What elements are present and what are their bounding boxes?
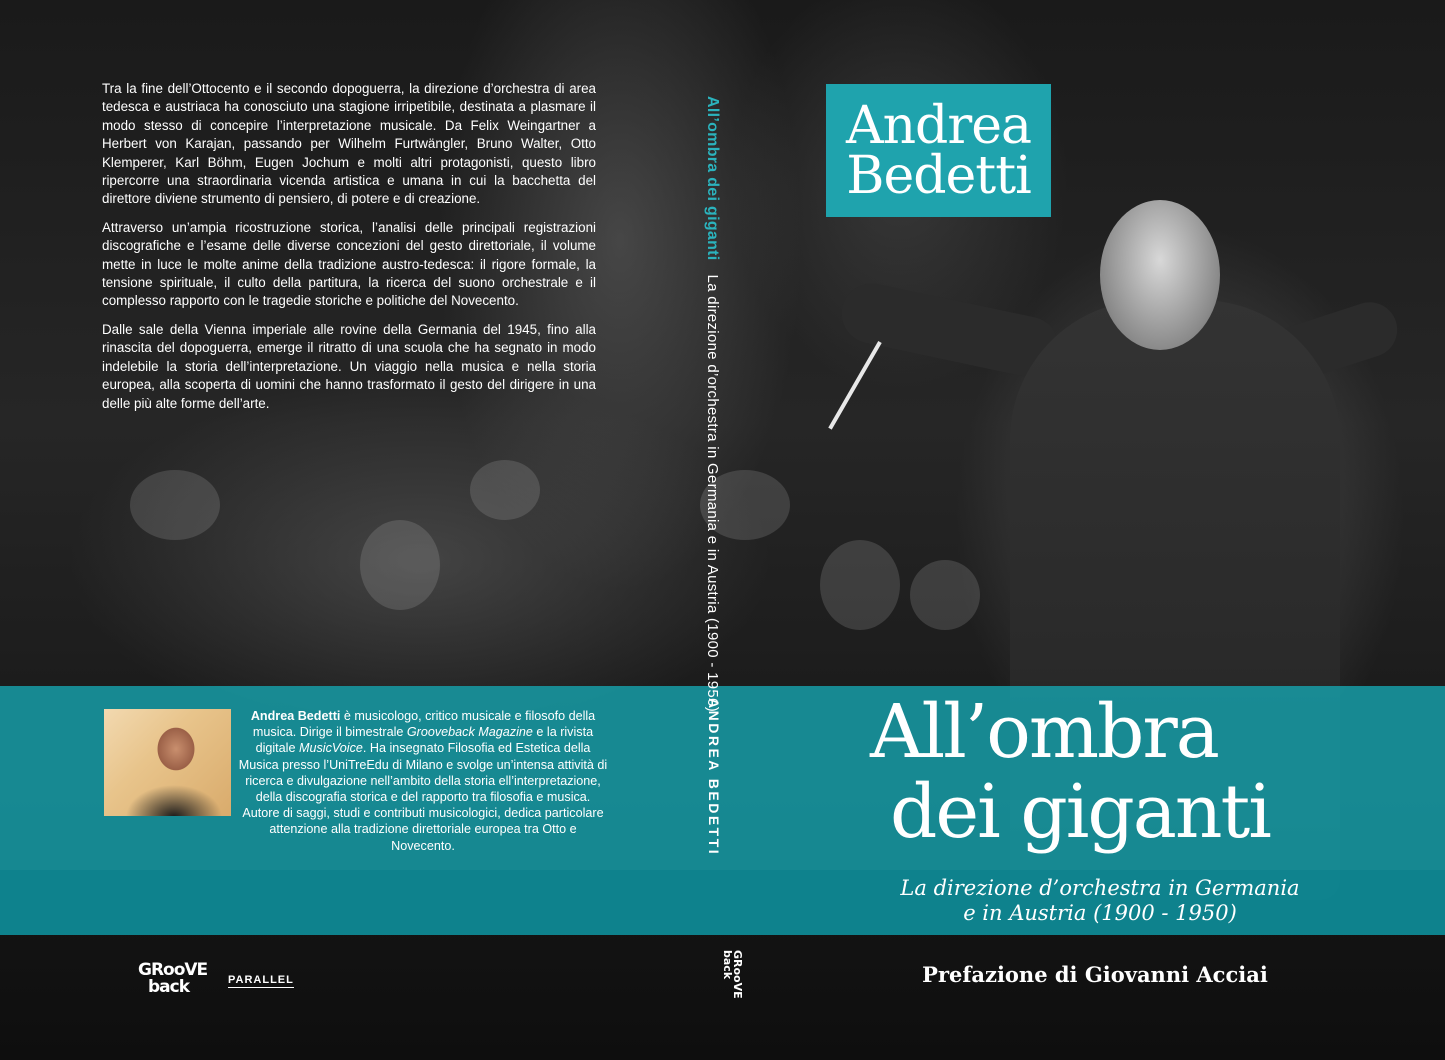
- spine-title: [703, 96, 721, 712]
- orchestra-figure-shape: [130, 470, 220, 540]
- subtitle-line-1: La direzione d’orchestra in Germania: [900, 876, 1300, 900]
- bio-author-name: Andrea Bedetti: [250, 709, 341, 723]
- orchestra-figure-shape: [820, 540, 900, 630]
- conductor-head-shape: [1100, 200, 1220, 350]
- bio-text: e la rivista digitale: [255, 725, 594, 756]
- publisher-logo: [138, 962, 308, 1002]
- orchestra-figure-shape: [910, 560, 980, 630]
- spine-logo-line1: GRooVE: [731, 950, 744, 999]
- blurb-paragraph: Attraverso un’ampia ricostruzione storica, l’analisi delle principali registrazioni discografiche e l’esame delle diverse concezioni del gesto direttoriale, il volume mette in luce le molte anime della tradizione austro-tedesca: il rigore formale, la tensione spirituale, il culto della partitura, la ricerca del suono orchestrale e il complesso rapporto con le tragedie storiche e politiche del Novecento.: [102, 219, 596, 309]
- orchestra-figure-shape: [360, 520, 440, 610]
- author-first-name: Andrea: [846, 95, 1031, 156]
- publisher-logo-line1: GRooVE: [138, 960, 208, 980]
- spine-logo-line2: back: [721, 950, 734, 980]
- author-last-name: Bedetti: [846, 145, 1031, 206]
- publisher-series: PARALLEL: [228, 974, 294, 986]
- blurb-paragraph: Tra la fine dell’Ottocento e il secondo dopoguerra, la direzione d’orchestra di area tedesca e austriaca ha conosciuto una stagione irripetibile, destinata a plasmare il modo stesso di concepire l’interpretazione musicale. Da Felix Weingartner a Herbert von Karajan, passando per Wilhelm Furtwängler, Bruno Walter, Otto Klemperer, Karl Böhm, Eugen Jochum e molti altri protagonisti, questo libro ripercorre una straordinaria vicenda artistica e umana in cui la bacchetta del direttore diviene strumento di pensiero, di potere e di creazione.: [102, 81, 596, 207]
- spine-publisher-logo: [722, 950, 742, 999]
- title-line-2: dei giganti: [890, 769, 1270, 855]
- book-subtitle: [840, 876, 1360, 926]
- publisher-logo-line2: back: [148, 977, 190, 997]
- bio-text: . Ha insegnato Filosofia ed Estetica della Musica presso l’UniTreEdu di Milano e svolge un’intensa attività di ricerca e divulgazione nell’ambito della storia ell’interpretazione, della discografia storica e del rapporto tra filosofia e musica. Autore di saggi, studi e contributi musicologici, dedica particolare attenzione alla tradizione direttoriale europea tra Otto e Novecento.: [238, 741, 608, 853]
- author-name-box: [826, 84, 1051, 217]
- baton-shape: [828, 341, 881, 430]
- spine-author: ANDREA BEDETTI: [706, 698, 722, 857]
- blurb-paragraph: Dalle sale della Vienna imperiale alle rovine della Germania del 1945, fino alla rinascita del dopoguerra, emerge il ritratto di una scuola che ha segnato in modo indelebile la storia dell’interpretazione. Un viaggio nella musica e nella storia europea, alla scoperta di uomini che hanno trasformato il gesto del dirigere in una delle più alte forme dell’arte.: [102, 321, 596, 411]
- spine-subtitle: La direzione d’orchestra in Germania e in Austria (1900 - 1950): [704, 274, 721, 713]
- spine-title-main: All’ombra dei giganti: [704, 96, 721, 261]
- orchestra-figure-shape: [470, 460, 540, 520]
- author-bio: [238, 708, 608, 854]
- bio-text: è musicologo, critico musicale e filosofo della musica. Dirige il bimestrale: [252, 709, 596, 740]
- subtitle-line-2: e in Austria (1900 - 1950): [963, 901, 1237, 925]
- book-title: [870, 689, 1340, 855]
- author-photo: [104, 709, 231, 816]
- bio-magazine: Grooveback Magazine: [406, 725, 533, 740]
- title-line-1: All’ombra: [870, 689, 1218, 775]
- preface-credit: Prefazione di Giovanni Acciai: [922, 962, 1268, 987]
- bio-digital: MusicVoice: [298, 741, 363, 756]
- back-cover-blurb: [102, 80, 596, 423]
